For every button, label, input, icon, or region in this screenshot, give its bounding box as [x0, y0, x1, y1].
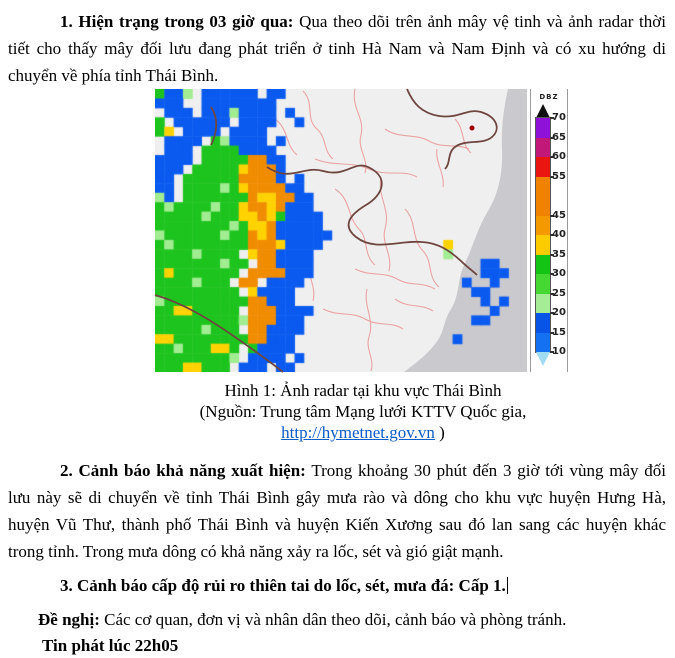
colorbar-label: 55 — [552, 170, 566, 182]
colorbar-segment — [536, 294, 550, 314]
paragraph-recommendation-heading: Đề nghị: — [38, 610, 100, 629]
colorbar-arrow-up — [536, 104, 550, 118]
colorbar-segment — [536, 235, 550, 255]
source-link[interactable]: http://hymetnet.gov.vn — [281, 423, 435, 442]
colorbar-segments — [536, 118, 550, 352]
paragraph-status-3h-text: Qua theo dõi trên ảnh mây vệ tinh và ảnh radar thời tiết cho thấy mây đối lưu đang phát triển ở tinh Hà Nam và Nam Định và có xu hướng di chuyển về phía tỉnh Thái Bình. — [8, 12, 666, 85]
colorbar-segment — [536, 274, 550, 294]
province-boundaries-layer — [155, 89, 527, 372]
colorbar-label: 15 — [552, 326, 566, 338]
paragraph-warning-text: Trong khoảng 30 phút đến 3 giờ tới vùng mây đối lưu này sẽ di chuyển về tỉnh Thái Bình gây mưa rào và dông cho khu vực huyện Hưng Hà, huyện Vũ Thư, thành phố Thái Bình và huyện Kiến Xương sau đó lan sang các huyện khác trong tỉnh. Trong mưa dông có khả năng xảy ra lốc, sét và gió giật mạnh. — [8, 461, 666, 561]
colorbar-title: DBZ — [539, 93, 559, 101]
paragraph-warning-heading: 2. Cảnh báo khả năng xuất hiện: — [60, 461, 306, 480]
paragraph-recommendation-text: Các cơ quan, đơn vị và nhân dân theo dõi, cảnh báo và phòng tránh. — [99, 610, 567, 629]
paragraph-recommendation — [8, 606, 666, 633]
paragraph-risk-level — [8, 572, 666, 599]
figure-source — [155, 401, 571, 443]
figure-caption: Hình 1: Ảnh radar tại khu vực Thái Bình — [224, 381, 502, 400]
paragraph-risk-level-text: 3. Cảnh báo cấp độ rủi ro thiên tai do lốc, sét, mưa đá: Cấp 1. — [60, 576, 506, 595]
colorbar-segment — [536, 313, 550, 333]
colorbar-segment — [536, 255, 550, 275]
colorbar-label: 25 — [552, 287, 566, 299]
colorbar-label: 30 — [552, 268, 566, 279]
colorbar-label: 45 — [552, 209, 566, 221]
figure-source-prefix: (Nguồn: Trung tâm Mạng lưới KTTV Quốc gia, — [199, 402, 527, 421]
radar-map-image — [155, 89, 527, 372]
text-cursor — [507, 577, 508, 594]
colorbar-label: 65 — [552, 131, 566, 143]
colorbar-label: 70 — [552, 112, 566, 123]
colorbar-segment — [536, 138, 550, 158]
colorbar-segment — [536, 157, 550, 177]
colorbar-segment — [536, 333, 550, 353]
dbz-colorbar — [530, 89, 568, 372]
paragraph-warning — [8, 457, 666, 565]
colorbar-arrow-down — [536, 352, 550, 366]
colorbar-label: 10 — [552, 346, 566, 357]
radar-figure — [155, 89, 571, 443]
province-boundaries — [155, 89, 497, 372]
issue-time: Tin phát lúc 22h05 — [42, 636, 179, 655]
colorbar-segment — [536, 118, 550, 138]
paragraph-status-3h-heading: 1. Hiện trạng trong 03 giờ qua: — [60, 12, 294, 31]
colorbar-segment — [536, 177, 550, 216]
paragraph-status-3h — [8, 8, 666, 89]
colorbar-label: 35 — [552, 248, 566, 260]
colorbar-label: 40 — [552, 229, 566, 240]
colorbar-label: 20 — [552, 307, 566, 318]
figure-source-suffix: ) — [434, 423, 445, 442]
colorbar-label: 60 — [552, 151, 566, 162]
colorbar-segment — [536, 216, 550, 236]
station-dot — [470, 126, 475, 131]
